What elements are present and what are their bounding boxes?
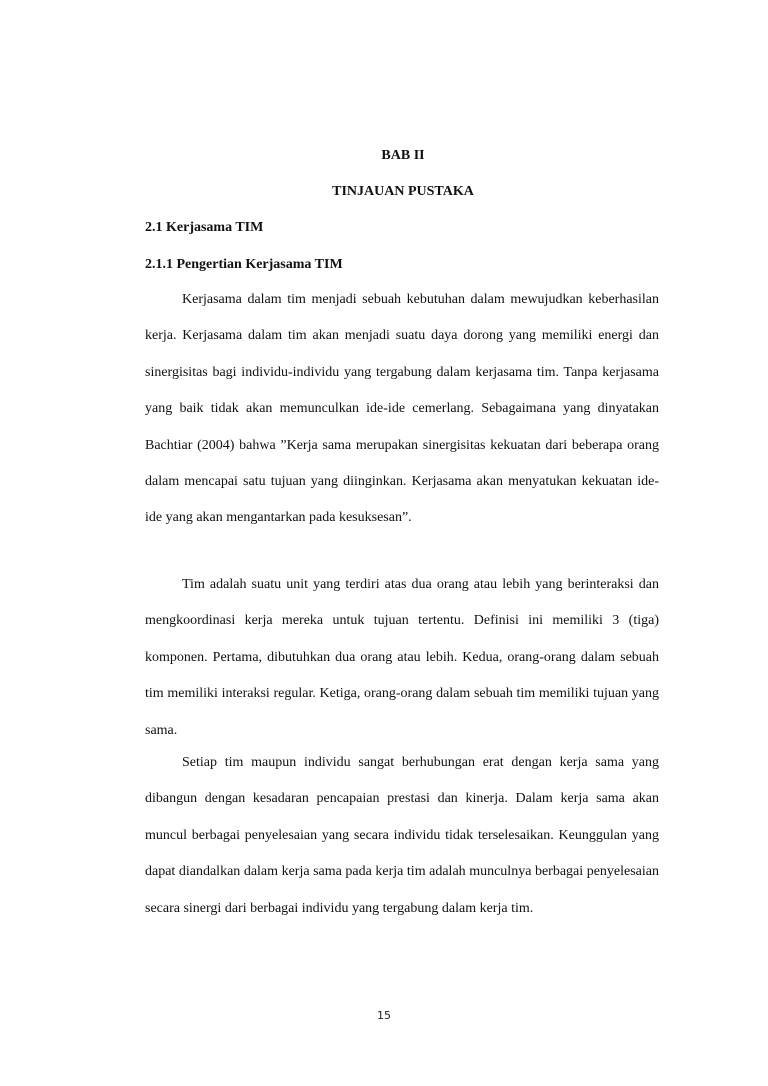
paragraph-2 — [145, 567, 659, 749]
chapter-label: BAB II — [381, 148, 425, 163]
subsection-heading: 2.1.1 Pengertian Kerjasama TIM — [145, 257, 343, 272]
paragraph-text: Kerjasama dalam tim menjadi sebuah kebutuhan dalam mewujudkan keberhasilan kerja. Kerjasama dalam tim akan menjadi suatu daya dorong yang memiliki energi dan sinergisitas bagi individu-individu yang tergabung dalam kerjasama tim. Tanpa kerjasama yang baik tidak akan memunculkan ide-ide cemerlang. Sebagaimana yang dinyatakan Bachtiar (2004) bahwa ”Kerja sama merupakan sinergisitas kekuatan dari beberapa orang dalam mencapai satu tujuan yang diinginkan. Kerjasama akan menyatukan kekuatan ide-ide yang akan mengantarkan pada kesuksesan”. — [145, 292, 659, 526]
chapter-title: TINJAUAN PUSTAKA — [332, 184, 474, 199]
page-number: 15 — [377, 1009, 391, 1022]
section-heading: 2.1 Kerjasama TIM — [145, 220, 264, 235]
paragraph-1 — [145, 282, 659, 537]
paragraph-text: Tim adalah suatu unit yang terdiri atas dua orang atau lebih yang berinteraksi dan mengkoordinasi kerja mereka untuk tujuan tertentu. Definisi ini memiliki 3 (tiga) komponen. Pertama, dibutuhkan dua orang atau lebih. Kedua, orang-orang dalam sebuah tim memiliki interaksi regular. Ketiga, orang-orang dalam sebuah tim memiliki tujuan yang sama. — [145, 577, 659, 738]
paragraph-3 — [145, 745, 659, 927]
paragraph-text: Setiap tim maupun individu sangat berhubungan erat dengan kerja sama yang dibangun dengan kesadaran pencapaian prestasi dan kinerja. Dalam kerja sama akan muncul berbagai penyelesaian yang secara individu tidak terselesaikan. Keunggulan yang dapat diandalkan dalam kerja sama pada kerja tim adalah munculnya berbagai penyelesaian secara sinergi dari berbagai individu yang tergabung dalam kerja tim. — [145, 755, 659, 916]
